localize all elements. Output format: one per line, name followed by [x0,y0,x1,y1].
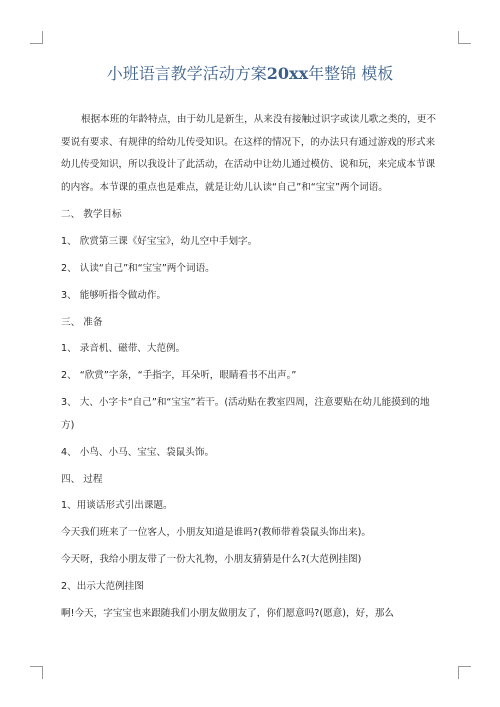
intro-paragraph: 根据本班的年龄特点，由于幼儿是新生，从来没有接触过识字或读儿歌之类的，更不要说有要求、有规律的给幼儿传受知识。在这样的情况下，的办法只有通过游戏的形式来幼儿传受知识，所以我设计了此活动，在活动中让幼儿通过模仿、说和玩，来完成本节课的内容。本节课的重点也是难点，就是让幼儿认读“自己”和“宝宝”两个词语。 [61,114,436,193]
prep-item-1: 1、 录音机、磁带、大范例。 [61,343,186,355]
process-text-3: 啊!今天，字宝宝也来跟随我们小朋友做朋友了，你们愿意吗?(愿意)，好，那么 [61,607,395,619]
title-suffix: 年整锦 模板 [308,64,394,83]
goal-item-1: 1、 欣赏第三课《好宝宝》，幼儿空中手划字。 [61,235,258,247]
section-heading-process: 四、 过程 [61,473,103,485]
title-year: 20xx [266,64,309,83]
process-text-2: 今天呀，我给小朋友带了一份大礼物，小朋友猜猜是什么?(大范例挂图) [61,554,362,566]
prep-item-4: 4、 小鸟、小马、宝宝、袋鼠头饰。 [61,446,215,458]
page-corner-mark-bottom-right [458,666,471,679]
section-heading-preparation: 三、 准备 [61,316,103,328]
goal-item-3: 3、 能够听指令做动作。 [61,289,167,301]
page-corner-mark-top-right [458,31,471,44]
process-text-1: 今天我们班来了一位客人，小朋友知道是谁吗?(教师带着袋鼠头饰出来)。 [61,527,371,539]
document-body [61,109,441,630]
process-step-1: 1、用谈话形式引出课题。 [61,500,173,512]
prep-item-3: 3、 大、小字卡“自己”和“宝宝”若干。(活动贴在教室四周，注意要贴在幼儿能摸到的地方) [61,397,430,431]
page-corner-mark-bottom-left [30,666,43,679]
process-step-2: 2、出示大范例挂图 [61,581,144,593]
title-prefix: 小班语言教学活动方案 [106,64,267,83]
page-title [40,62,460,86]
page-corner-mark-top-left [30,31,43,44]
goal-item-2: 2、 认读“自己”和“宝宝”两个词语。 [61,262,215,274]
prep-item-2: 2、 “欣赏”字条，“手指字，耳朵听，眼睛看书不出声。” [61,370,297,382]
section-heading-goals: 二、 教学目标 [61,209,122,220]
